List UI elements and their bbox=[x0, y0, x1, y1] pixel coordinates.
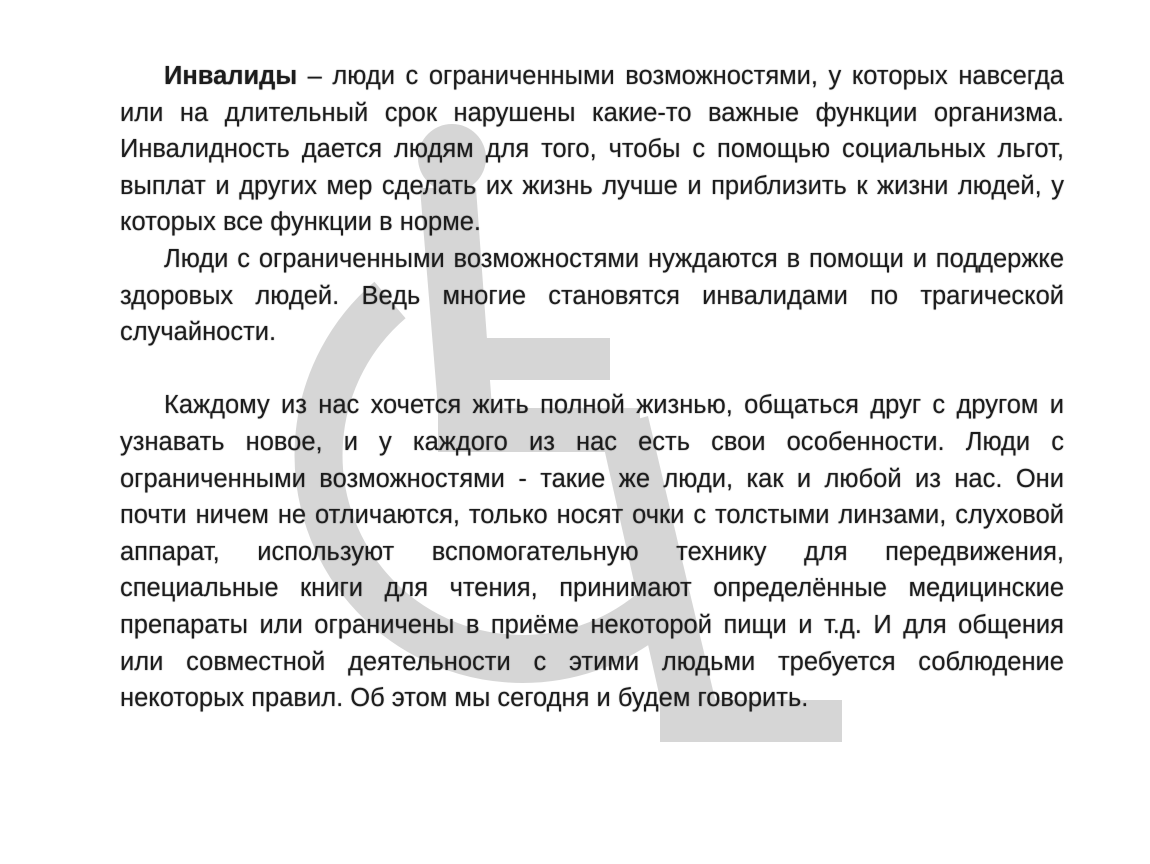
paragraph-text: Люди с ограниченными возможностями нуждаются в помощи и поддержке здоровых людей. Ведь многие становятся инвалидами по трагической случайности. bbox=[120, 244, 1064, 347]
paragraph-text: Каждому из нас хочется жить полной жизнью, общаться друг с другом и узнавать новое, и у каждого из нас есть свои особенности. Люди с ограниченными возможностями - такие же люди, как и любой из нас. Они почти ничем не отличаются, только носят очки с толстыми линзами, слуховой аппарат, используют вспомогательную технику для передвижения, специальные книги для чтения, принимают определённые медицинские препараты или ограничены в приёме некоторой пищи и т.д. И для общения или совместной деятельности с этими людьми требуется соблюдение некоторых правил. Об этом мы сегодня и будем говорить. bbox=[120, 391, 1064, 713]
paragraph-definition bbox=[120, 58, 1064, 241]
document-body bbox=[120, 58, 1064, 717]
paragraph-text: – люди с ограниченными возможностями, у которых навсегда или на длительный срок нарушены какие-то важные функции организма. Инвалидность дается людям для того, чтобы с помощью социальных льгот, выплат и других мер сделать их жизнь лучше и приблизить к жизни людей, у которых все функции в норме. bbox=[120, 62, 1064, 237]
paragraph-spacer bbox=[120, 351, 1064, 388]
paragraph-support bbox=[120, 241, 1064, 351]
paragraph-features bbox=[120, 387, 1064, 716]
term-invalidy: Инвалиды bbox=[164, 62, 298, 90]
